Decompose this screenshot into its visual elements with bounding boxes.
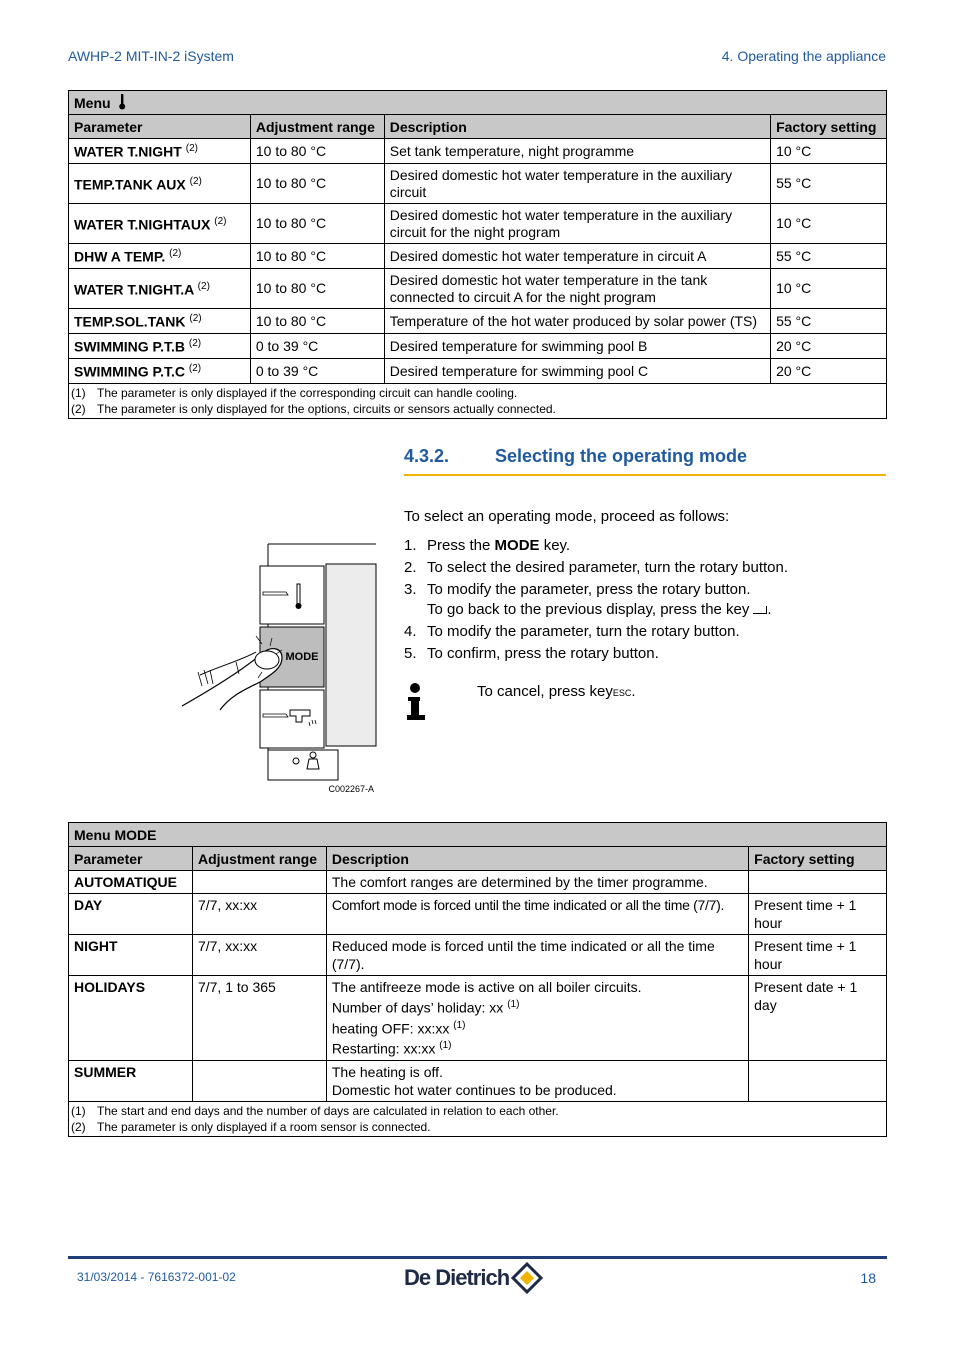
section-number: 4.3.2.	[404, 446, 450, 466]
param-range: 7/7, xx:xx	[192, 935, 326, 976]
param-description: The heating is off. Domestic hot water continues to be produced.	[326, 1060, 748, 1101]
col-header-description: Description	[326, 847, 748, 871]
param-factory-setting: Present time + 1 hour	[749, 894, 887, 935]
table-row: SWIMMING P.T.B $^{(2)}$ 0 to 39 °C Desired temperature for swimming pool B 20 °C	[69, 334, 887, 359]
menu-mode-table	[68, 822, 887, 1137]
back-key-icon	[753, 606, 767, 614]
param-factory-setting: 55 °C	[771, 164, 887, 204]
table-row	[69, 871, 887, 894]
col-header-range: Adjustment range	[250, 115, 384, 139]
param-name: AUTOMATIQUE	[69, 871, 193, 894]
param-factory-setting: 20 °C	[771, 334, 887, 359]
param-description: Desired domestic hot water temperature in the tank connected to circuit A for the night program	[384, 269, 770, 309]
table-footnotes	[69, 384, 887, 419]
param-description: Set tank temperature, night programme	[384, 139, 770, 164]
param-description: Desired temperature for swimming pool C	[384, 359, 770, 384]
param-factory-setting: 10 °C	[771, 139, 887, 164]
table-row	[69, 1060, 887, 1101]
param-factory-setting: Present date + 1 day	[749, 976, 887, 1061]
param-name: WATER T.NIGHT.A	[74, 281, 194, 298]
param-description: Reduced mode is forced until the time indicated or all the time (7/7).	[326, 935, 748, 976]
table-row: WATER T.NIGHT $^{(2)}$ 10 to 80 °C Set tank temperature, night programme 10 °C	[69, 139, 887, 164]
page-number: 18	[860, 1270, 876, 1286]
header-doc-title: AWHP-2 MIT-IN-2 iSystem	[68, 48, 234, 64]
table-row: TEMP.TANK AUX $^{(2)}$ 10 to 80 °C Desired domestic hot water temperature in the auxiliary circuit 55 °C	[69, 164, 887, 204]
param-name: NIGHT	[69, 935, 193, 976]
param-name: TEMP.SOL.TANK	[74, 313, 186, 330]
table-title: Menu	[69, 91, 887, 115]
thermometer-icon	[117, 94, 127, 110]
param-range: 10 to 80 °C	[250, 139, 384, 164]
section-heading	[404, 446, 886, 476]
mode-key-illustration	[160, 540, 380, 800]
mode-key-label: MODE	[285, 651, 319, 663]
param-name: WATER T.NIGHTAUX	[74, 216, 211, 233]
col-header-parameter: Parameter	[69, 847, 193, 871]
param-factory-setting	[749, 871, 887, 894]
brand-name: De Dietrich	[404, 1265, 510, 1290]
menu-table	[68, 90, 887, 419]
steps-list	[404, 536, 886, 666]
brand-diamond-icon	[510, 1262, 544, 1294]
table-row: TEMP.SOL.TANK $^{(2)}$ 10 to 80 °C Temperature of the hot water produced by solar power (TS) 55 °C	[69, 309, 887, 334]
list-item: 1. Press the MODE key.	[404, 537, 571, 554]
col-header-range: Adjustment range	[192, 847, 326, 871]
col-header-description: Description	[384, 115, 770, 139]
param-name: SWIMMING P.T.C	[74, 363, 185, 380]
info-icon	[404, 683, 430, 721]
table-row: WATER T.NIGHTAUX $^{(2)}$ 10 to 80 °C Desired domestic hot water temperature in the auxiliary circuit for the night program 10 °C	[69, 204, 887, 244]
param-name: DHW A TEMP.	[74, 248, 166, 265]
param-range: 0 to 39 °C	[250, 334, 384, 359]
header-chapter: 4. Operating the appliance	[721, 48, 886, 64]
figure-code: C002267-A	[328, 784, 374, 794]
table-row	[69, 935, 887, 976]
footer-divider	[68, 1256, 887, 1259]
list-item: 5. To confirm, press the rotary button.	[404, 645, 659, 662]
param-name: WATER T.NIGHT	[74, 143, 182, 160]
footnote: (2) The parameter is only displayed if a room sensor is connected.	[71, 1119, 431, 1134]
col-header-factory: Factory setting	[749, 847, 887, 871]
param-factory-setting: Present time + 1 hour	[749, 935, 887, 976]
col-header-parameter: Parameter	[69, 115, 251, 139]
info-note: To cancel, press keyESC.	[477, 683, 636, 700]
esc-key-label: ESC	[612, 688, 632, 698]
param-range	[192, 871, 326, 894]
footnote: (1) The start and end days and the number of days are calculated in relation to each other.	[71, 1103, 559, 1118]
param-factory-setting	[749, 1060, 887, 1101]
table-footnotes	[69, 1101, 887, 1136]
table-row: DHW A TEMP. $^{(2)}$ 10 to 80 °C Desired domestic hot water temperature in circuit A 55 °C	[69, 244, 887, 269]
param-factory-setting: 10 °C	[771, 269, 887, 309]
table-row: SWIMMING P.T.C $^{(2)}$ 0 to 39 °C Desired temperature for swimming pool C 20 °C	[69, 359, 887, 384]
table-title: Menu MODE	[69, 823, 887, 847]
param-description: Comfort mode is forced until the time indicated or all the time (7/7).	[326, 894, 748, 935]
param-range: 10 to 80 °C	[250, 164, 384, 204]
section-intro: To select an operating mode, proceed as follows:	[404, 508, 730, 525]
table-row: WATER T.NIGHT.A $^{(2)}$ 10 to 80 °C Desired domestic hot water temperature in the tank connected to circuit A for the night program 10 °C	[69, 269, 887, 309]
param-range: 7/7, 1 to 365	[192, 976, 326, 1061]
table-row	[69, 976, 887, 1061]
list-item: 3. To modify the parameter, press the rotary button. To go back to the previous display, press the key .	[404, 581, 772, 618]
list-item: 2. To select the desired parameter, turn the rotary button.	[404, 559, 789, 576]
param-description: Temperature of the hot water produced by solar power (TS)	[384, 309, 770, 334]
param-name: SWIMMING P.T.B	[74, 338, 185, 355]
col-header-factory: Factory setting	[771, 115, 887, 139]
param-description: The antifreeze mode is active on all boiler circuits. Number of days’ holiday: xx $^{(1)}$ heating OFF: xx:xx $^{(1)}$ Restarting: xx:xx $^{(1)}$	[326, 976, 748, 1061]
table-row	[69, 894, 887, 935]
param-range	[192, 1060, 326, 1101]
param-factory-setting: 55 °C	[771, 309, 887, 334]
param-name: SUMMER	[69, 1060, 193, 1101]
param-description: Desired domestic hot water temperature in the auxiliary circuit for the night program	[384, 204, 770, 244]
brand-logo	[404, 1262, 544, 1294]
param-name: TEMP.TANK AUX	[74, 176, 186, 193]
param-range: 10 to 80 °C	[250, 269, 384, 309]
section-title: Selecting the operating mode	[495, 446, 748, 466]
param-range: 10 to 80 °C	[250, 309, 384, 334]
param-factory-setting: 20 °C	[771, 359, 887, 384]
param-range: 10 to 80 °C	[250, 204, 384, 244]
list-item: 4. To modify the parameter, turn the rotary button.	[404, 623, 740, 640]
param-range: 0 to 39 °C	[250, 359, 384, 384]
param-description: Desired domestic hot water temperature in the auxiliary circuit	[384, 164, 770, 204]
footer-doc-ref: 31/03/2014 - 7616372-001-02	[77, 1270, 236, 1284]
param-factory-setting: 55 °C	[771, 244, 887, 269]
param-description: Desired domestic hot water temperature in circuit A	[384, 244, 770, 269]
param-name: DAY	[69, 894, 193, 935]
param-range: 10 to 80 °C	[250, 244, 384, 269]
param-description: The comfort ranges are determined by the timer programme.	[326, 871, 748, 894]
footnote: (2) The parameter is only displayed for the options, circuits or sensors actually connected.	[71, 402, 556, 416]
param-range: 7/7, xx:xx	[192, 894, 326, 935]
param-factory-setting: 10 °C	[771, 204, 887, 244]
footnote: (1) The parameter is only displayed if the corresponding circuit can handle cooling.	[71, 386, 518, 400]
param-description: Desired temperature for swimming pool B	[384, 334, 770, 359]
param-name: HOLIDAYS	[69, 976, 193, 1061]
